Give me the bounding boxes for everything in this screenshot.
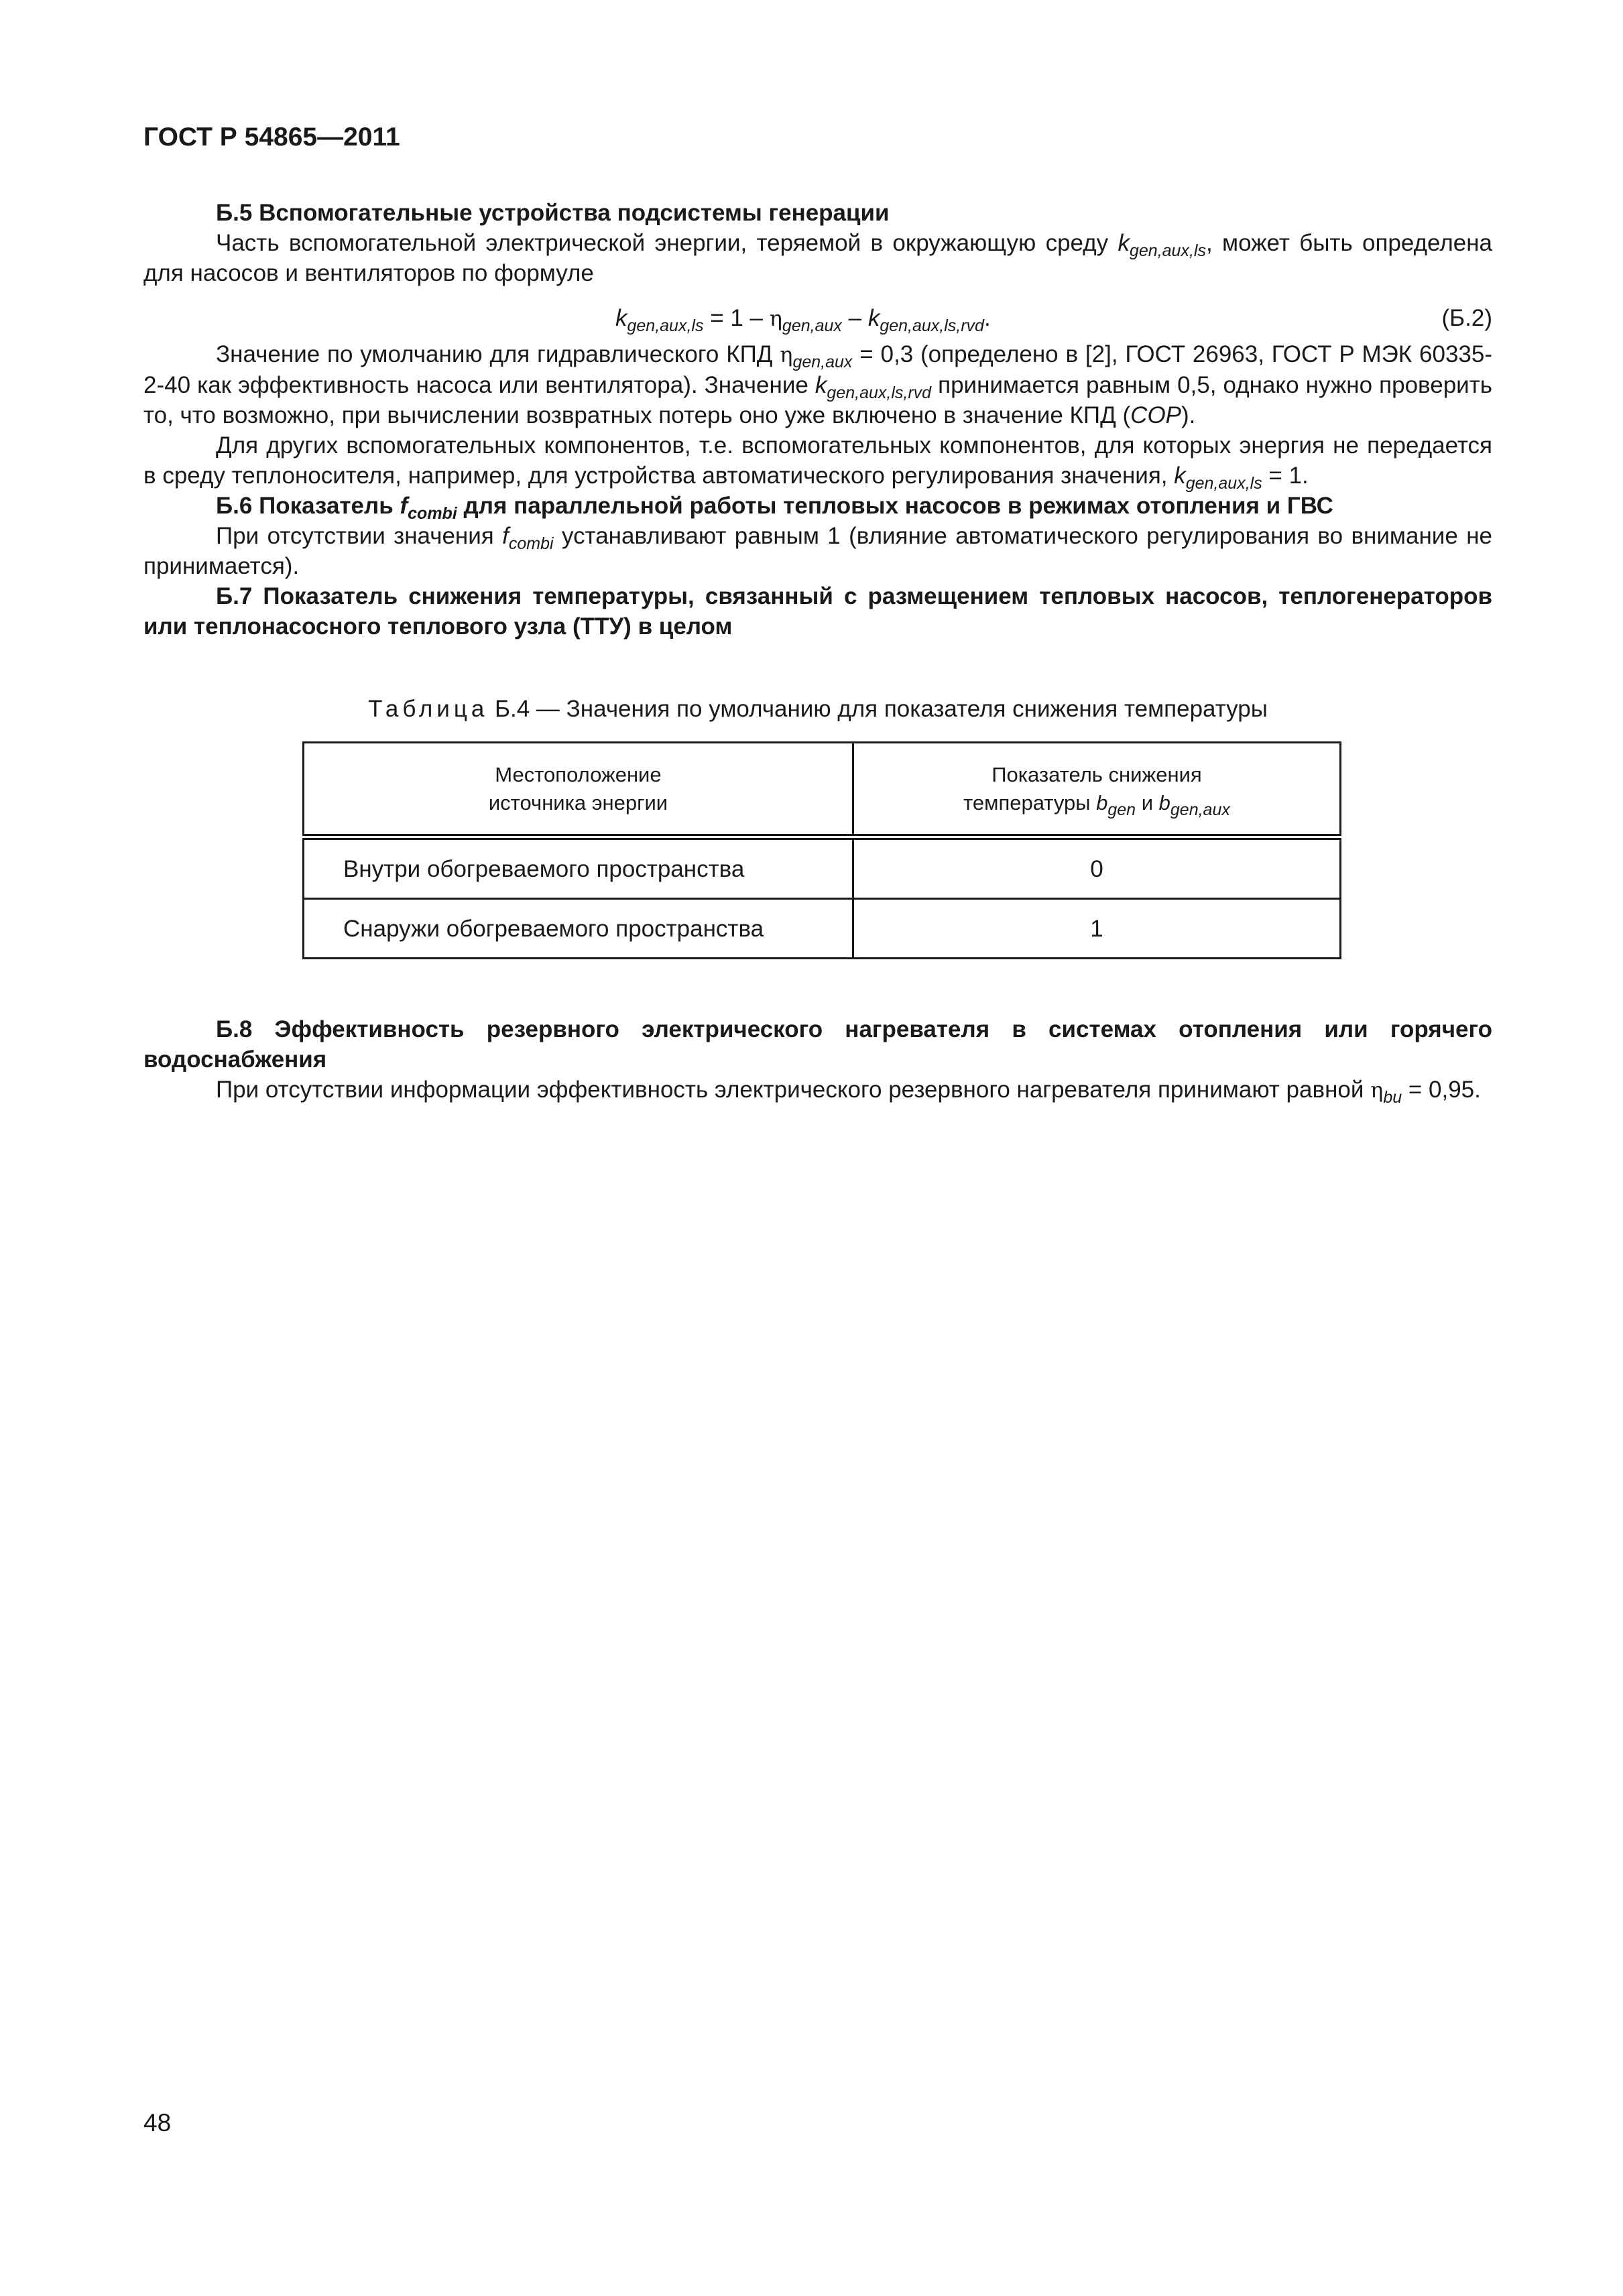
table-b4 [302,741,1341,959]
document-body [143,198,1492,1105]
table-row [304,837,1341,899]
table-b4-caption: Таблица Б.4 — Значения по умолчанию для показателя снижения температуры [368,696,1268,722]
section-b6-heading: Б.6 Показатель $f_{combi}$ для параллельной работы тепловых насосов в режимах отопления и ГВС [216,493,1333,523]
column-header-location: Местоположение источника энергии [304,743,853,837]
document-header: ГОСТ Р 54865—2011 [143,123,400,152]
section-b5-paragraph-1: Часть вспомогательной электрической энергии, теряемой в окружающую среду $k_{gen,aux,ls}$, может быть определена для насосов и вентиляторов по формуле [143,230,1492,286]
table-header-row [304,743,1341,837]
section-b8-paragraph: При отсутствии информации эффективность электрического резервного нагревателя принимают равной $\eta_{bu} = 0,95$. [216,1077,1481,1107]
section-b8-heading: Б.8 Эффективность резервного электрического нагревателя в системах отопления или горячего водоснабжения [143,1016,1492,1073]
table-row [304,899,1341,959]
section-b5-paragraph-3: Для других вспомогательных компонентов, т.е. вспомогательных компонентов, для которых энергия не передается в среду теплоносителя, например, для устройства автоматического регулирования значения, $k_{gen,aux,ls} = 1$. [143,432,1492,493]
column-header-factor: Показатель снижения температуры $b_{gen}$ и $b_{gen,aux}$ [853,743,1340,837]
section-b7-heading: Б.7 Показатель снижения температуры, связанный с размещением тепловых насосов, теплогенераторов или теплонасосного теплового узла (ТТУ) в целом [143,583,1492,640]
section-b5-paragraph-2: Значение по умолчанию для гидравлического КПД $\eta_{gen,aux} = 0,3$ (определено в [2], ГОСТ 26963, ГОСТ Р МЭК 60335-2-40 как эффективность насоса или вентилятора). Значение $k_{gen,aux,ls,rvd}$ принимается равным 0,5, однако нужно проверить то, что возможно, при вычислении возвратных потерь оно уже включено в значение КПД (COP). [143,341,1493,428]
section-b5-heading: Б.5 Вспомогательные устройства подсистемы генерации [216,200,890,226]
formula-b2 [143,299,1492,339]
table-cell-value: 1 [853,899,1340,959]
formula-expression: $k_{gen,aux,ls} = 1 - \eta_{gen,aux} - k_{gen,aux,ls,rvd}$. [615,305,991,335]
table-cell-value: 0 [853,837,1340,899]
section-b6-paragraph: При отсутствии значения $f_{combi}$ устанавливают равным 1 (влияние автоматического регулирования во внимание не принимается). [143,523,1492,579]
page-number: 48 [143,2109,172,2136]
table-cell-location: Снаружи обогреваемого пространства [304,899,853,959]
formula-number: (Б.2) [1441,305,1492,331]
table-cell-location: Внутри обогреваемого пространства [304,837,853,899]
